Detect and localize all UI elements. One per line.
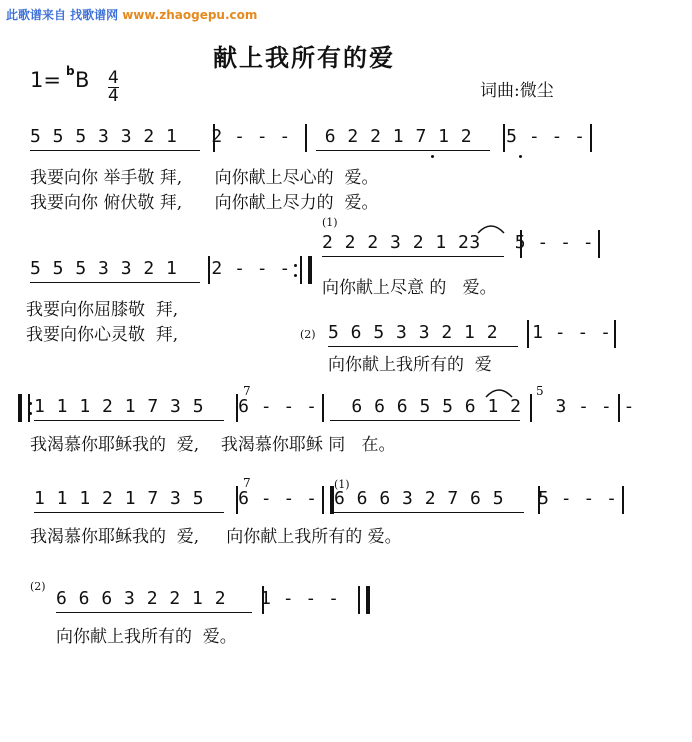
repeat-dot bbox=[29, 402, 32, 405]
meter-numerator: 4 bbox=[108, 68, 119, 88]
beam-underline bbox=[330, 420, 520, 421]
system4-ending1-notes: 6 6 6 3 2 7 6 5 5 - - - bbox=[334, 488, 618, 509]
beam-underline bbox=[334, 512, 524, 513]
system3-lyric: 我渴慕你耶稣我的 爱, 我渴慕你耶稣 同 在。 bbox=[30, 435, 396, 455]
system2-lyric-verse1: 我要向你屈膝敬 拜, bbox=[26, 300, 179, 320]
time-signature bbox=[108, 70, 119, 105]
system2-notes: 5 5 5 3 3 2 1 2 - - - bbox=[30, 258, 291, 279]
system1-lyric-verse1: 我要向你 举手敬 拜, 向你献上尽心的 爱。 bbox=[30, 168, 379, 188]
key-signature bbox=[30, 68, 89, 92]
ending1-mark: (1) bbox=[322, 216, 338, 229]
barline bbox=[208, 256, 210, 284]
barline bbox=[622, 486, 624, 514]
system5-lyric: 向你献上我所有的 爱。 bbox=[56, 627, 237, 647]
beam-underline bbox=[316, 150, 490, 151]
system2-ending2-lyric: 向你献上我所有的 爱 bbox=[328, 355, 492, 375]
barline bbox=[236, 394, 238, 422]
meter-denominator: 4 bbox=[108, 86, 119, 106]
barline bbox=[322, 394, 324, 422]
repeat-start-barline bbox=[18, 394, 30, 422]
barline bbox=[530, 394, 532, 422]
barline bbox=[598, 230, 600, 258]
barline bbox=[614, 320, 616, 348]
repeat-end-barline bbox=[322, 486, 334, 514]
system1-lyric-verse2: 我要向你 俯伏敬 拜, 向你献上尽力的 爱。 bbox=[30, 193, 379, 213]
barline bbox=[590, 124, 592, 152]
barline bbox=[527, 320, 529, 348]
system4-lyric: 我渴慕你耶稣我的 爱, 向你献上我所有的 爱。 bbox=[30, 527, 402, 547]
tie-arc bbox=[476, 222, 506, 234]
barline bbox=[236, 486, 238, 514]
grace-note: 7 bbox=[243, 476, 251, 490]
beam-underline bbox=[56, 612, 252, 613]
repeat-dot bbox=[29, 412, 32, 415]
final-barline bbox=[358, 586, 370, 614]
barline bbox=[213, 124, 215, 152]
system3-notes: 1 1 1 2 1 7 3 5 6 - - - 6 6 6 5 5 6 1 2 3 - - - bbox=[34, 396, 635, 417]
grace-note: 7 bbox=[243, 384, 251, 398]
grace-note: 5 bbox=[536, 384, 544, 398]
barline bbox=[520, 230, 522, 258]
key-prefix: 1= bbox=[30, 68, 61, 92]
beam-underline bbox=[34, 420, 224, 421]
barline bbox=[305, 124, 307, 152]
system2-ending1-lyric: 向你献上尽意 的 爱。 bbox=[322, 278, 497, 298]
key-flat-accidental: b bbox=[66, 64, 75, 78]
watermark-url[interactable]: www.zhaogepu.com bbox=[122, 8, 258, 22]
repeat-end-barline bbox=[300, 256, 312, 284]
system2-lyric-verse2: 我要向你心灵敬 拜, bbox=[26, 325, 179, 345]
barline bbox=[538, 486, 540, 514]
system5-notes: 6 6 6 3 2 2 1 2 1 - - - bbox=[56, 588, 340, 609]
watermark bbox=[6, 6, 257, 23]
ending2-mark: (2) bbox=[30, 580, 46, 593]
barline bbox=[262, 586, 264, 614]
system1-notes: 5 5 5 3 3 2 1 2 - - - 6 2 2 1 7 1 2 5 - - - bbox=[30, 126, 586, 147]
ending1-mark: (1) bbox=[334, 478, 350, 491]
beam-underline bbox=[328, 346, 518, 347]
low-octave-dot bbox=[431, 155, 434, 158]
song-credit: 词曲:微尘 bbox=[480, 81, 554, 101]
beam-underline bbox=[30, 282, 200, 283]
beam-underline bbox=[322, 256, 504, 257]
tie-arc bbox=[484, 386, 514, 398]
key-note: B bbox=[74, 68, 90, 92]
watermark-site-name: 此歌谱来自 找歌谱网 bbox=[6, 8, 119, 22]
ending2-mark: (2) bbox=[300, 328, 316, 341]
low-octave-dot bbox=[519, 155, 522, 158]
repeat-dot bbox=[294, 264, 297, 267]
barline bbox=[503, 124, 505, 152]
beam-underline bbox=[34, 512, 224, 513]
song-title: 献上我所有的爱 bbox=[213, 43, 395, 72]
system2-ending2-notes: 5 6 5 3 3 2 1 2 1 - - - bbox=[328, 322, 612, 343]
barline bbox=[618, 394, 620, 422]
system4-notes: 1 1 1 2 1 7 3 5 6 - - - bbox=[34, 488, 318, 509]
repeat-dot bbox=[294, 274, 297, 277]
system2-ending1-notes: 2 2 2 3 2 1 23 5 - - - bbox=[322, 232, 595, 253]
beam-underline bbox=[30, 150, 200, 151]
